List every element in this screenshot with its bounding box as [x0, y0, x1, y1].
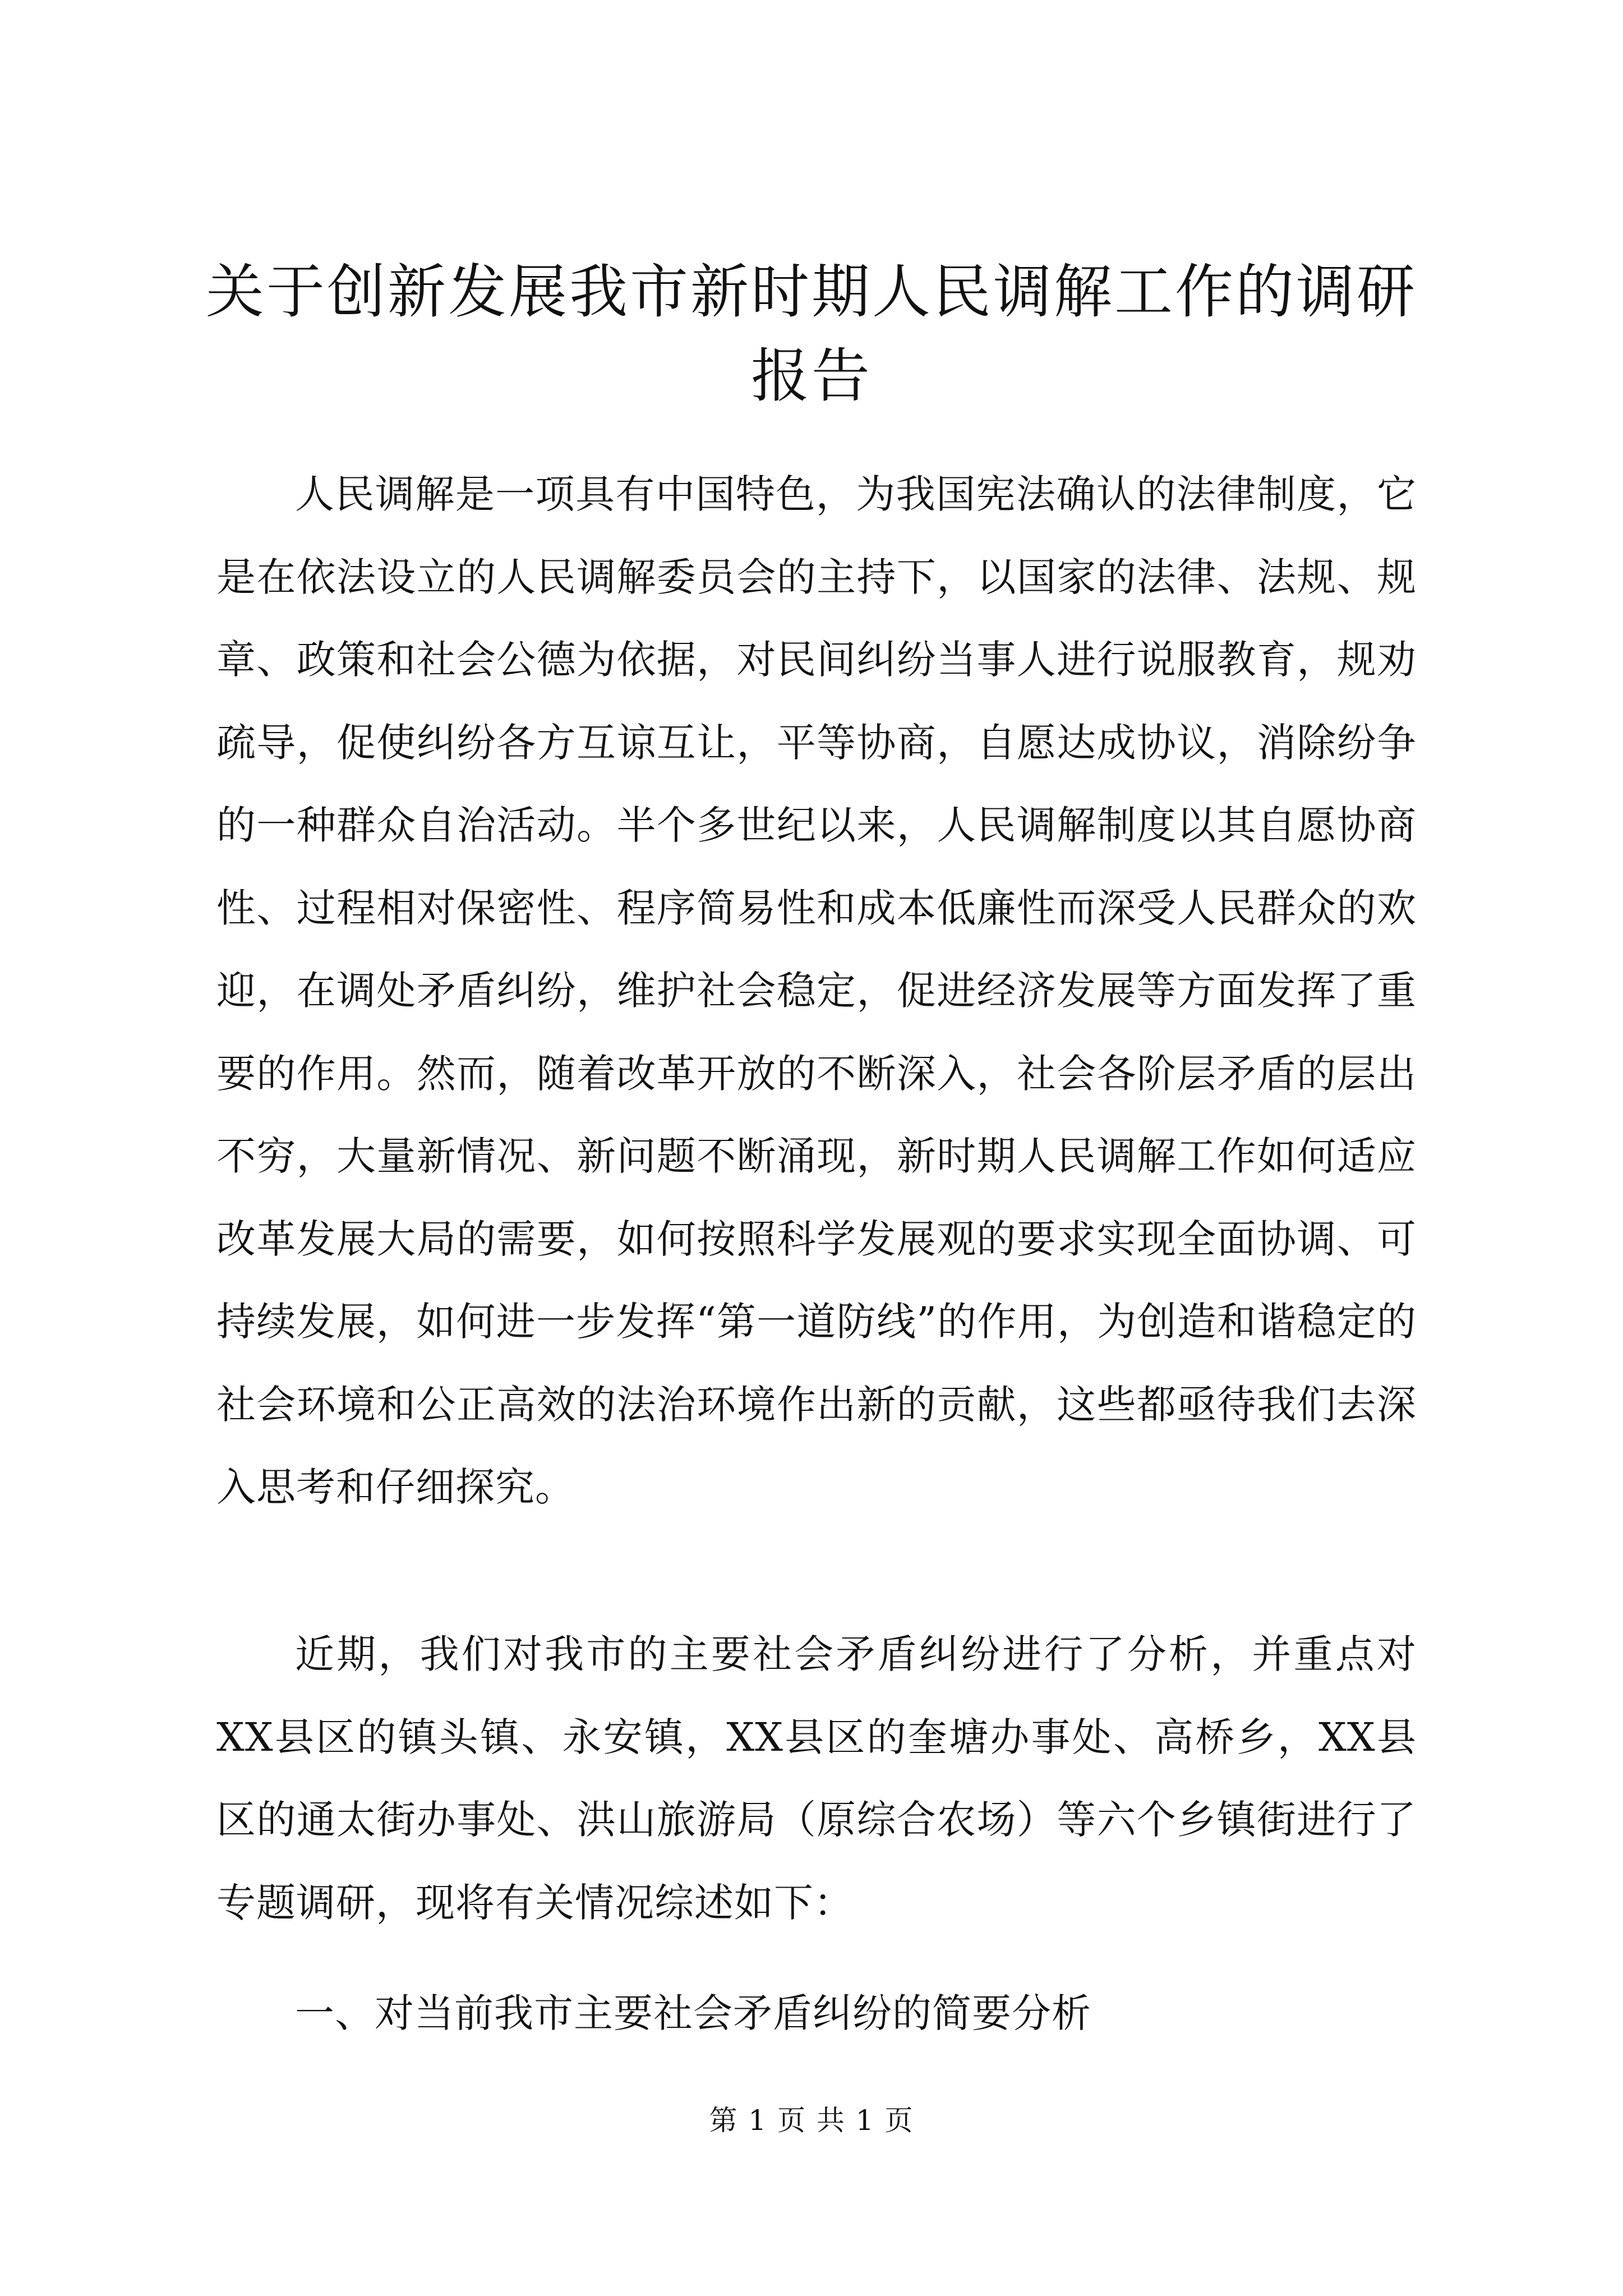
body-paragraph: 近期，我们对我市的主要社会矛盾纠纷进行了分析，并重点对XX县区的镇头镇、永安镇，XX县区的奎塘办事处、高桥乡，XX县区的通太街办事处、洪山旅游局（原综合农场）等六个乡镇街进行了专题调研，现将有关情况综述如下： [216, 1631, 1417, 1926]
document-title: 关于创新发展我市新时期人民调解工作的调研报告 [205, 257, 1417, 410]
body-paragraph: 人民调解是一项具有中国特色，为我国宪法确认的法律制度，它是在依法设立的人民调解委员会的主持下，以国家的法律、法规、规章、政策和社会公德为依据，对民间纠纷当事人进行说服教育，规劝疏导，促使纠纷各方互谅互让，平等协商，自愿达成协议，消除纷争的一种群众自治活动。半个多世纪以来，人民调解制度以其自愿协商性、过程相对保密性、程序简易性和成本低廉性而深受人民群众的欢迎，在调处矛盾纠纷，维护社会稳定，促进经济发展等方面发挥了重要的作用。然而，随着改革开放的不断深入，社会各阶层矛盾的层出不穷，大量新情况、新问题不断涌现，新时期人民调解工作如何适应改革发展大局的需要，如何按照科学发展观的要求实现全面协调、可持续发展，如何进一步发挥“第一道防线”的作用，为创造和谐稳定的社会环境和公正高效的法治环境作出新的贡献，这些都亟待我们去深入思考和仔细探究。 [216, 471, 1417, 1510]
section-heading: 一、对当前我市主要社会矛盾纠纷的简要分析 [295, 1990, 1091, 2036]
page-number-footer: 第 1 页 共 1 页 [709, 2104, 914, 2137]
